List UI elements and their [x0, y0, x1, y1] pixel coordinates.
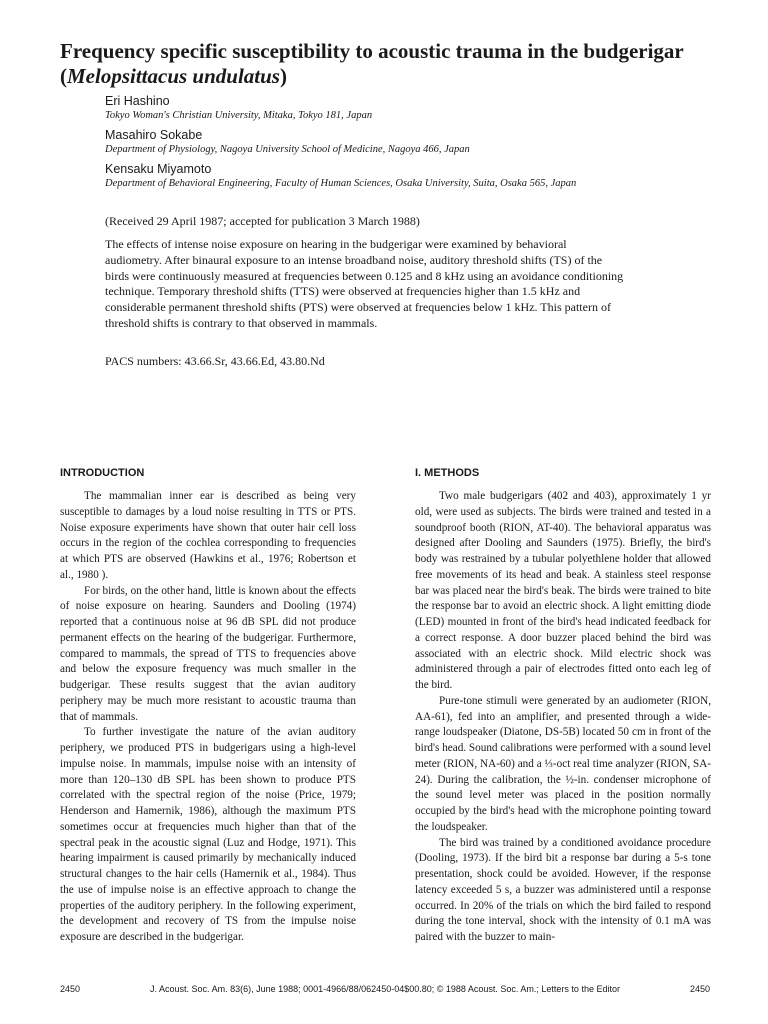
author-block: [105, 162, 705, 191]
paragraph: To further investigate the nature of the avian auditory periphery, we produced PTS in budgerigars using a high-level impulse noise. In mammals, impulse noise with an intensity of more than 120–130 dB SPL has been shown to produce PTS correlated with the spectral region of the noise (Price, 1979; Henderson and Hamernik, 1986), although the maximum PTS sometimes occur at frequencies much higher than that of the spectral peak in the acoustic signal (Luz and Hodge, 1971). This hearing impairment is caused primarily by mechanically induced structural changes to the hair cells (Hamernik et al., 1984). Thus the use of impulse noise is an effective approach to change the properties of the auditory periphery. In the following experiment, the development and recovery of TS from the impulse noise exposure are described in the budgerigar.: [60, 726, 356, 943]
author-list: [105, 94, 705, 196]
author-name: Masahiro Sokabe: [105, 128, 203, 142]
paper-title: [60, 39, 720, 89]
pacs-numbers: PACS numbers: 43.66.Sr, 43.66.Ed, 43.80.Nd: [105, 354, 325, 368]
paragraph: The mammalian inner ear is described as being very susceptible to damages by a loud noise resulting in TTS or PTS. Noise exposure experiments have shown that outer hair cell loss occurs in the region of the cochlea corresponding to frequencies at which PTS are observed (Hawkins et al., 1976; Robertson et al., 1980 ).: [60, 490, 356, 581]
title-species: Melopsittacus undulatus: [67, 64, 280, 88]
column-left: [60, 466, 356, 946]
received-date: (Received 29 April 1987; accepted for publication 3 March 1988): [105, 214, 420, 228]
author-name: Eri Hashino: [105, 94, 170, 108]
journal-citation: J. Acoust. Soc. Am. 83(6), June 1988; 0001-4966/88/062450-04$00.80; © 1988 Acoust. Soc. Am.; Letters to the Editor: [150, 984, 620, 994]
paragraph: Two male budgerigars (402 and 403), approximately 1 yr old, were used as subjects. The birds were trained and tested in a soundproof booth (RION, AT-40). The behavioral apparatus was designed after Dooling and Saunders (1975). Briefly, the bird's body was restrained by a tubular polyethlene holder that allowed free movements of its head and beak. A stainless steel response bar was placed near the bird's beak. The birds were trained to bite the response bar to avoid an electric shock. A light emitting diode (LED) mounted in front of the bird's head indicated feedback for a correct response. A door buzzer placed behind the bird was associated with an electric shock. Mild electric shock was administered through a pair of electrodes fitted onto each leg of the bird.: [415, 490, 711, 691]
author-affiliation: Department of Behavioral Engineering, Faculty of Human Sciences, Osaka University, Suita, Osaka 565, Japan: [105, 178, 577, 189]
page-footer: [60, 984, 710, 994]
author-block: [105, 128, 705, 157]
paragraph: The bird was trained by a conditioned avoidance procedure (Dooling, 1973). If the bird bit a response bar during a 5-s tone presentation, shock could be avoided. However, if the response latency exceeded 5 s, a buzzer was administered until a response occurred. In 20% of the trials on which the bird failed to respond during the tone interval, shock with the intensity of 0.1 mA was paired with the buzzer to main-: [415, 836, 711, 943]
page-number-right: 2450: [689, 984, 710, 994]
title-end: ): [279, 64, 287, 88]
author-block: [105, 94, 705, 123]
paragraph: For birds, on the other hand, little is known about the effects of noise exposure on hearing. Saunders and Dooling (1974) reported that a continuous noise at 96 dB SPL did not produce permanent effects on the hearing of the budgerigar. Furthermore, compared to mammals, the spread of TTS to frequencies above and below the exposure frequency was much smaller in the budgerigar. These results suggest that the avian auditory periphery may be much more resistant to acoustic trauma than that of mammals.: [60, 584, 356, 723]
section-heading-methods: I. METHODS: [415, 467, 480, 479]
author-name: Kensaku Miyamoto: [105, 162, 212, 176]
section-heading-introduction: INTRODUCTION: [60, 467, 145, 479]
paragraph: Pure-tone stimuli were generated by an audiometer (RION, AA-61), fed into an amplifier, and presented through a wide-range loudspeaker (Diatone, DS-5B) located 50 cm in front of the bird's head. Sound calibrations were performed with a sound level meter (RION, NA-60) and a ⅓-oct real time analyzer (RION, SA-24). During the calibration, the ½-in. condenser microphone of the sound level meter was placed in the position normally occupied by the bird's head with the microphone pointing toward the loudspeaker.: [415, 694, 711, 833]
page-number-left: 2450: [60, 984, 81, 994]
abstract: The effects of intense noise exposure on hearing in the budgerigar were examined by behavioral audiometry. After binaural exposure to an intense broadband noise, auditory threshold shifts (TS) of the birds were continuously measured at frequencies between 0.125 and 8 kHz using an avoidance conditioning technique. Temporary threshold shifts (TTS) were observed at frequencies higher than 1.5 kHz and considerable permanent threshold shifts (PTS) were observed at frequencies below 1 kHz. This pattern of threshold shifts is contrary to that observed in mammals.: [105, 237, 624, 330]
column-right: [415, 466, 711, 946]
title-main: Frequency specific susceptibility to acoustic trauma in the budgerigar (: [60, 39, 684, 88]
author-affiliation: Tokyo Woman's Christian University, Mitaka, Tokyo 181, Japan: [105, 110, 373, 121]
author-affiliation: Department of Physiology, Nagoya University School of Medicine, Nagoya 466, Japan: [105, 144, 470, 155]
